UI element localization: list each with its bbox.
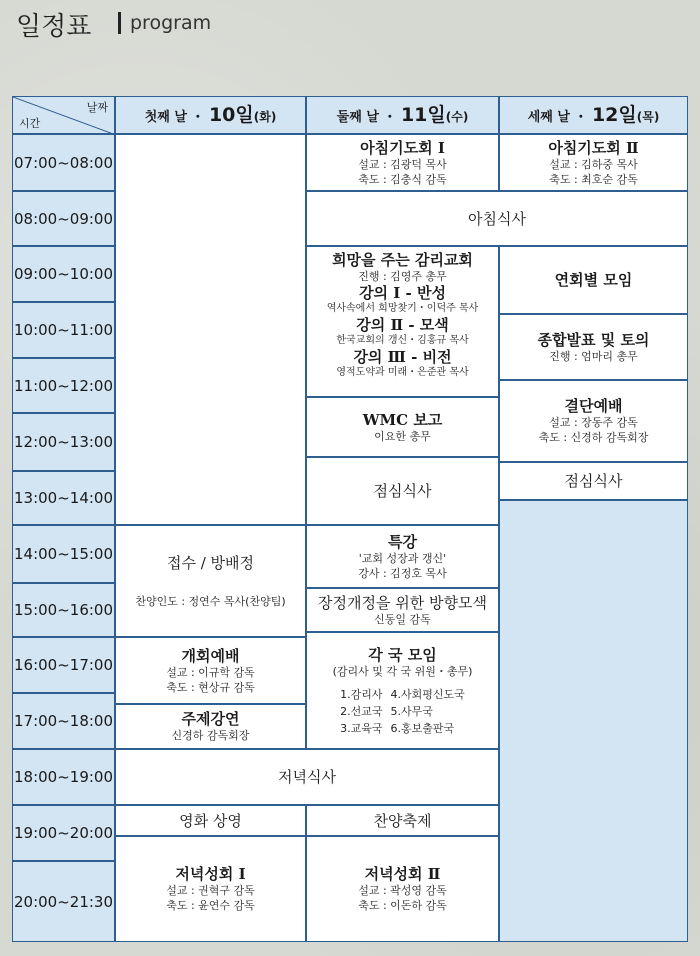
- breakfast-cell: 아침식사: [306, 191, 688, 246]
- day3-lunch: 점심식사: [499, 462, 688, 500]
- corner-date-label: 날짜: [86, 101, 108, 114]
- day2-praise-festival: 찬양축제: [306, 805, 499, 836]
- list-item: 1.감리사: [340, 687, 383, 701]
- day2-bureau-meetings: 각 국 모임 (감리사 및 각 국 위원・총무) 1.감리사 4.사회평신도국 2.선교국 5.사무국 3.교육국 6.홍보출판국: [306, 632, 499, 749]
- page-header: [0, 0, 700, 92]
- day-header-3: 세째 날 ・ 12일(목): [499, 96, 688, 134]
- title-divider: [118, 12, 121, 34]
- list-item: 4.사회평신도국: [390, 687, 465, 701]
- list-item: 5.사무국: [390, 704, 433, 718]
- day2-evening-revival: 저녁성회 Ⅱ 설교 : 곽성영 감독 축도 : 이돈하 감독: [306, 836, 499, 942]
- day1-keynote: 주제강연 신경하 감독회장: [115, 704, 306, 749]
- day1-reception: 접수 / 방배정 찬양인도 : 정연수 목사(찬양팀): [115, 525, 306, 637]
- time-cell: 11:00~12:00: [12, 358, 115, 413]
- time-cell: 15:00~16:00: [12, 583, 115, 637]
- time-cell: 20:00~21:30: [12, 861, 115, 942]
- day3-closing-worship: 결단예배 설교 : 장동주 감독 축도 : 신경하 감독회장: [499, 380, 688, 462]
- day3-empty-block: [499, 500, 688, 942]
- time-cell: 13:00~14:00: [12, 471, 115, 525]
- day-header-1: 첫째 날 ・ 10일(화): [115, 96, 306, 134]
- list-item: 6.홍보출판국: [390, 721, 455, 735]
- day2-morning-prayer: 아침기도회 Ⅰ 설교 : 김광덕 목사 축도 : 김충식 감독: [306, 134, 499, 191]
- day2-hope-session: 희망을 주는 감리교회 진행 : 김영주 총무 강의 Ⅰ - 반성 역사속에서 희망찾기・이덕주 목사 강의 Ⅱ - 모색 한국교회의 갱신・김홍규 목사 강의 Ⅲ - 비전 영적도약과 미래・은준관 목사: [306, 246, 499, 397]
- list-item: 3.교육국: [340, 721, 383, 735]
- day2-lunch: 점심식사: [306, 457, 499, 525]
- day2-direction-session: 장정개정을 위한 방향모색 신동일 감독: [306, 588, 499, 632]
- day3-summary-discussion: 종합발표 및 토의 진행 : 엄마리 총무: [499, 314, 688, 380]
- time-cell: 18:00~19:00: [12, 749, 115, 805]
- bureau-list: [340, 687, 465, 736]
- day2-special-lecture: 특강 '교회 성장과 갱신' 강사 : 김정호 목사: [306, 525, 499, 588]
- time-cell: 14:00~15:00: [12, 525, 115, 583]
- time-cell: 09:00~10:00: [12, 246, 115, 302]
- day1-evening-revival: 저녁성회 Ⅰ 설교 : 권혁구 감독 축도 : 윤연수 감독: [115, 836, 306, 942]
- page-title: 일정표: [16, 12, 92, 42]
- day-header-2: 둘째 날 ・ 11일(수): [306, 96, 499, 134]
- day1-opening-worship: 개회예배 설교 : 이규학 감독 축도 : 현상규 감독: [115, 637, 306, 704]
- time-cell: 10:00~11:00: [12, 302, 115, 358]
- schedule-table: [12, 96, 688, 942]
- day3-regional-meeting: 연회별 모임: [499, 246, 688, 314]
- time-cell: 16:00~17:00: [12, 637, 115, 693]
- list-item: 2.선교국: [340, 704, 383, 718]
- time-cell: 08:00~09:00: [12, 191, 115, 246]
- corner-cell: [12, 96, 115, 134]
- day2-wmc-report: WMC 보고 이요한 총무: [306, 397, 499, 457]
- time-cell: 19:00~20:00: [12, 805, 115, 861]
- time-cell: 07:00~08:00: [12, 134, 115, 191]
- time-cell: 12:00~13:00: [12, 413, 115, 471]
- corner-time-label: 시간: [19, 117, 41, 130]
- dinner-cell: 저녁식사: [115, 749, 499, 805]
- time-cell: 17:00~18:00: [12, 693, 115, 749]
- day1-movie: 영화 상영: [115, 805, 306, 836]
- day1-empty-block: [115, 134, 306, 525]
- day3-morning-prayer: 아침기도회 Ⅱ 설교 : 김하중 목사 축도 : 최호순 감독: [499, 134, 688, 191]
- page-subtitle: program: [130, 12, 212, 34]
